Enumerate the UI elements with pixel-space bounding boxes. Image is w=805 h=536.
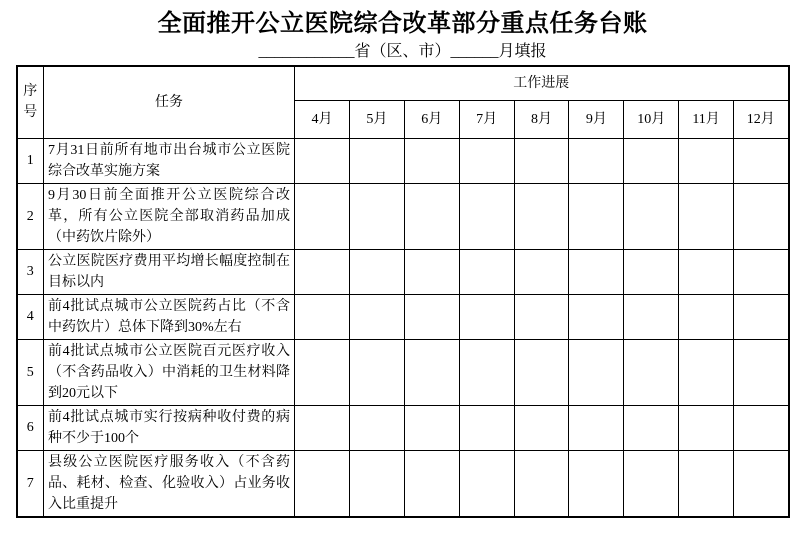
- progress-cell: [459, 138, 514, 183]
- month-header-oct: 10月: [624, 100, 679, 138]
- progress-cell: [624, 450, 679, 517]
- progress-cell: [404, 405, 459, 450]
- progress-cell: [404, 249, 459, 294]
- progress-cell: [349, 450, 404, 517]
- row-number: 3: [17, 249, 44, 294]
- progress-cell: [295, 450, 350, 517]
- progress-cell: [514, 450, 569, 517]
- progress-cell: [295, 339, 350, 405]
- progress-cell: [295, 249, 350, 294]
- document: [0, 8, 805, 518]
- month-header-jun: 6月: [404, 100, 459, 138]
- task-table: [16, 65, 790, 518]
- page-title: 全面推开公立医院综合改革部分重点任务台账: [157, 11, 648, 37]
- progress-cell: [679, 339, 734, 405]
- progress-cell: [295, 405, 350, 450]
- progress-cell: [459, 294, 514, 339]
- progress-cell: [679, 249, 734, 294]
- col-header-progress: 工作进展: [295, 66, 789, 100]
- month-header-may: 5月: [349, 100, 404, 138]
- task-cell: 公立医院医疗费用平均增长幅度控制在目标以内: [44, 249, 295, 294]
- progress-cell: [349, 183, 404, 249]
- table-body: [17, 138, 789, 517]
- progress-cell: [404, 138, 459, 183]
- progress-cell: [569, 138, 624, 183]
- progress-cell: [569, 339, 624, 405]
- month-header-jul: 7月: [459, 100, 514, 138]
- progress-cell: [404, 183, 459, 249]
- task-cell: 县级公立医院医疗服务收入（不含药品、耗材、检查、化验收入）占业务收入比重提升: [44, 450, 295, 517]
- progress-cell: [624, 138, 679, 183]
- task-cell: 前4批试点城市公立医院药占比（不含中药饮片）总体下降到30%左右: [44, 294, 295, 339]
- month-header-dec: 12月: [734, 100, 789, 138]
- progress-cell: [459, 405, 514, 450]
- progress-cell: [404, 294, 459, 339]
- progress-cell: [569, 405, 624, 450]
- col-header-no: 序号: [17, 66, 44, 138]
- row-number: 2: [17, 183, 44, 249]
- progress-cell: [404, 450, 459, 517]
- progress-cell: [679, 138, 734, 183]
- progress-cell: [514, 405, 569, 450]
- progress-cell: [514, 339, 569, 405]
- progress-cell: [624, 405, 679, 450]
- progress-cell: [734, 249, 789, 294]
- row-number: 4: [17, 294, 44, 339]
- month-header-aug: 8月: [514, 100, 569, 138]
- row-number: 5: [17, 339, 44, 405]
- progress-cell: [569, 450, 624, 517]
- task-cell: 前4批试点城市公立医院百元医疗收入（不含药品收入）中消耗的卫生材料降到20元以下: [44, 339, 295, 405]
- progress-cell: [514, 294, 569, 339]
- progress-cell: [624, 339, 679, 405]
- progress-cell: [295, 294, 350, 339]
- progress-cell: [459, 249, 514, 294]
- progress-cell: [624, 183, 679, 249]
- month-header-apr: 4月: [295, 100, 350, 138]
- table-row: [17, 339, 789, 405]
- report-subtitle: ____________省（区、市）______月填报: [258, 43, 547, 60]
- progress-cell: [734, 405, 789, 450]
- progress-cell: [734, 138, 789, 183]
- progress-cell: [349, 405, 404, 450]
- progress-cell: [679, 294, 734, 339]
- table-row: [17, 249, 789, 294]
- table-row: [17, 450, 789, 517]
- task-cell: 9月30日前全面推开公立医院综合改革，所有公立医院全部取消药品加成（中药饮片除外）: [44, 183, 295, 249]
- month-header-sep: 9月: [569, 100, 624, 138]
- table-row: [17, 183, 789, 249]
- table-row: [17, 294, 789, 339]
- table-row: [17, 138, 789, 183]
- progress-cell: [734, 450, 789, 517]
- progress-cell: [514, 183, 569, 249]
- progress-cell: [734, 294, 789, 339]
- progress-cell: [459, 450, 514, 517]
- progress-cell: [459, 183, 514, 249]
- task-cell: 7月31日前所有地市出台城市公立医院综合改革实施方案: [44, 138, 295, 183]
- progress-cell: [459, 339, 514, 405]
- progress-cell: [349, 339, 404, 405]
- progress-cell: [679, 450, 734, 517]
- progress-cell: [569, 183, 624, 249]
- progress-cell: [295, 183, 350, 249]
- progress-cell: [624, 294, 679, 339]
- task-cell: 前4批试点城市实行按病种收付费的病种不少于100个: [44, 405, 295, 450]
- progress-cell: [514, 138, 569, 183]
- row-number: 1: [17, 138, 44, 183]
- progress-cell: [514, 249, 569, 294]
- progress-cell: [569, 294, 624, 339]
- progress-cell: [349, 294, 404, 339]
- row-number: 7: [17, 450, 44, 517]
- progress-cell: [569, 249, 624, 294]
- progress-cell: [624, 249, 679, 294]
- table-row: [17, 405, 789, 450]
- row-number: 6: [17, 405, 44, 450]
- progress-cell: [679, 405, 734, 450]
- progress-cell: [295, 138, 350, 183]
- table-header: [17, 66, 789, 138]
- progress-cell: [679, 183, 734, 249]
- progress-cell: [734, 339, 789, 405]
- month-header-nov: 11月: [679, 100, 734, 138]
- progress-cell: [734, 183, 789, 249]
- progress-cell: [349, 138, 404, 183]
- col-header-task: 任务: [44, 66, 295, 138]
- progress-cell: [349, 249, 404, 294]
- progress-cell: [404, 339, 459, 405]
